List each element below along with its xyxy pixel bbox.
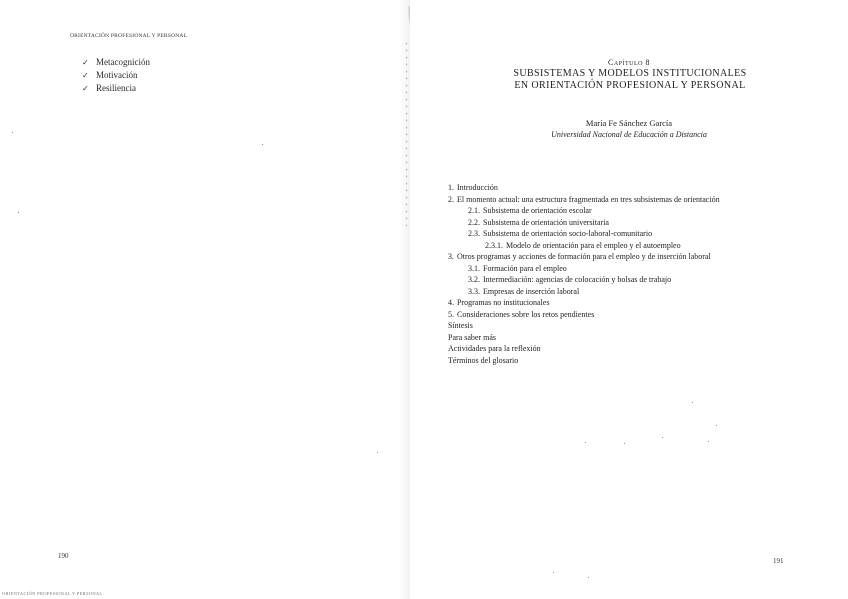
scan-speck: [18, 212, 19, 213]
toc-item: Síntesis: [448, 321, 473, 330]
toc-item: Actividades para la reflexión: [448, 344, 541, 353]
checkmark-icon: ✓: [82, 71, 89, 80]
scan-footer: ORIENTACIÓN PROFESIONAL Y PERSONAL: [2, 591, 103, 596]
toc-item: 2.3.1. Modelo de orientación para el empleo y el autoempleo: [485, 240, 681, 250]
author-name: María Fe Sánchez García: [585, 118, 673, 128]
chapter-label: Capítulo 8: [608, 58, 650, 67]
toc-item: 4. Programas no institucionales: [448, 298, 550, 307]
toc-item: 2.2. Subsistema de orientación universitaria: [468, 217, 609, 227]
page-number-left: 190: [58, 552, 69, 560]
toc-item: 3.1. Formación para el empleo: [468, 263, 567, 273]
toc-item: 3.2. Intermediación: agencias de colocación y bolsas de trabajo: [468, 275, 672, 284]
scan-speck: [624, 443, 625, 444]
toc-item: 5. Consideraciones sobre los retos pendientes: [448, 309, 595, 319]
toc-item: 1. Introducción: [448, 183, 498, 192]
bullet-list: [82, 56, 150, 95]
bullet-item: ✓ Metacognición: [82, 57, 150, 67]
toc-item: 2.1. Subsistema de orientación escolar: [468, 206, 592, 215]
checkmark-icon: ✓: [82, 58, 89, 67]
bullet-item: ✓ Resiliencia: [82, 83, 136, 93]
table-of-contents: [448, 182, 788, 366]
scan-speck: [692, 402, 693, 403]
bullet-item: ✓ Motivación: [82, 70, 138, 80]
toc-item: Para saber más: [448, 332, 496, 342]
toc-item: 2. El momento actual: una estructura fragmentada en tres subsistemas de orientación: [448, 194, 720, 204]
scan-speck: [588, 577, 589, 578]
toc-item: 2.3. Subsistema de orientación socio-laboral-comunitario: [468, 229, 653, 238]
author-institution: Universidad Nacional de Educación a Distancia: [551, 130, 707, 139]
toc-item: Términos del glosario: [448, 355, 519, 365]
running-head: ORIENTACIÓN PROFESIONAL Y PERSONAL: [70, 33, 188, 39]
chapter-title: [460, 68, 800, 92]
scan-speck: [553, 572, 554, 573]
scan-speck: [12, 132, 13, 133]
left-page: [0, 0, 410, 599]
checkmark-icon: ✓: [82, 84, 89, 93]
scan-speck: [662, 437, 663, 438]
chapter-title-line: EN ORIENTACIÓN PROFESIONAL Y PERSONAL: [514, 80, 746, 91]
chapter-title-line: SUBSISTEMAS Y MODELOS INSTITUCIONALES: [513, 68, 747, 79]
scan-speck: [262, 144, 263, 145]
toc-item: 3.3. Empresas de inserción laboral: [468, 286, 580, 296]
toc-item: 3. Otros programas y acciones de formación para el empleo y de inserción laboral: [448, 252, 711, 261]
right-page: [410, 0, 848, 599]
scan-speck: [377, 452, 378, 453]
scan-speck: [708, 441, 709, 442]
scan-speck: [716, 425, 717, 426]
scan-speck: [585, 442, 586, 443]
page-number-right: 191: [773, 557, 784, 565]
